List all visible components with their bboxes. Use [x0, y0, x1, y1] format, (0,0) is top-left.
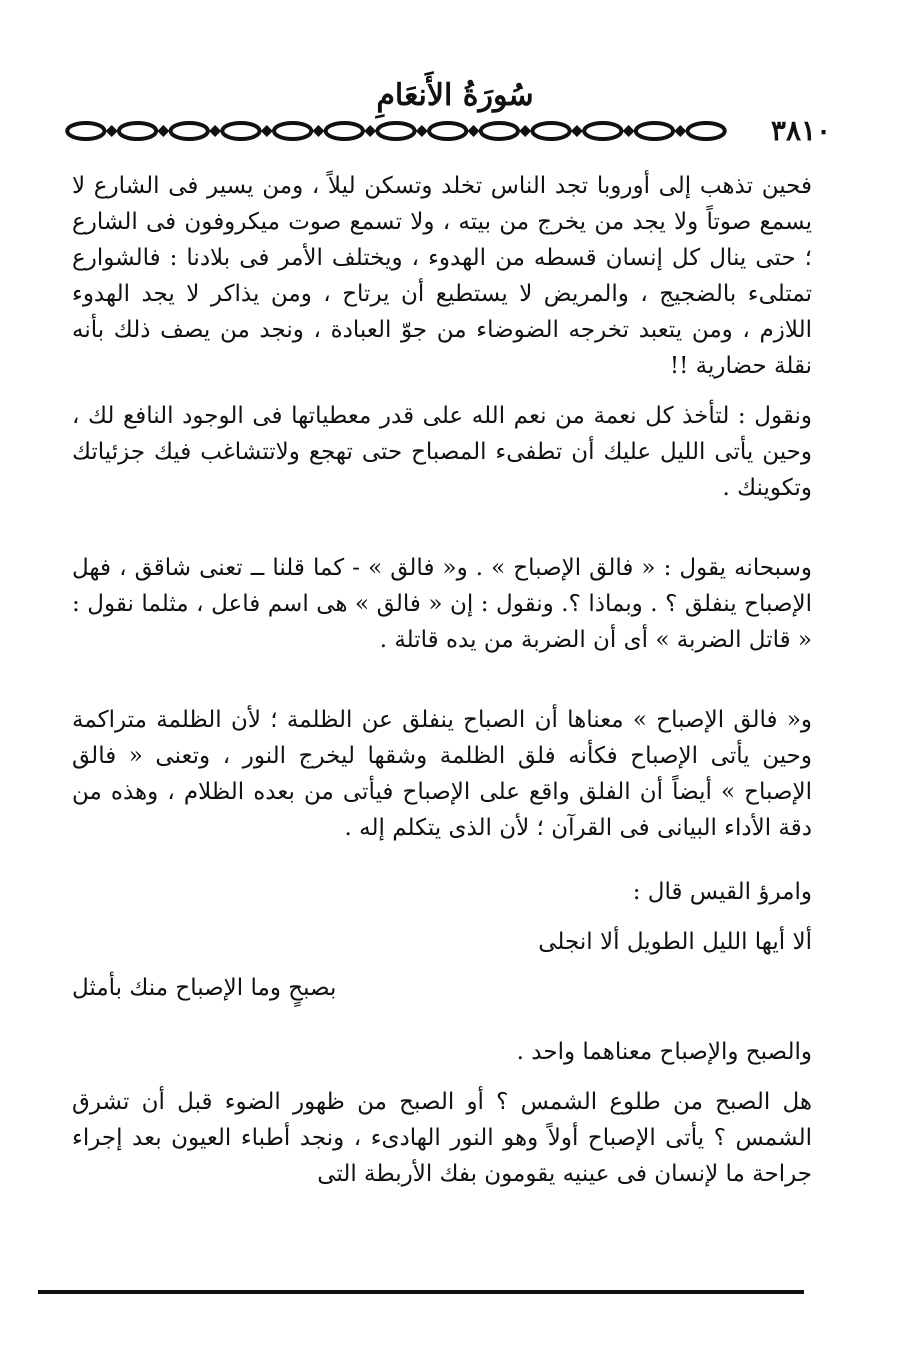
paragraph: هل الصبح من طلوع الشمس ؟ أو الصبح من ظهور الضوء قبل أن تشرق الشمس ؟ يأتى الإصباح أولاً وهو النور الهادىء ، ونجد أطباء العيون بعد إجراء جراحة ما لإنسان فى عينيه يقومون بفك الأربطة التى — [72, 1089, 812, 1187]
page-number — [736, 114, 866, 148]
verse-line: ألا أيها الليل الطويل ألا انجلى — [538, 929, 812, 955]
paragraph: ونقول : لتأخذ كل نعمة من نعم الله على قدر معطياتها فى الوجود النافع لك ، وحين يأتى الليل عليك أن تطفىء المصباح حتى تهجع ولاتتشاغب فيك جزئياتك وتكوينك . — [72, 403, 812, 501]
paragraph: وسبحانه يقول : « فالق الإصباح » . و« فالق » - كما قلنا ــ تعنى شاقق ، فهل الإصباح ينفلق ؟ . وبماذا ؟. ونقول : إن « فالق » هى اسم فاعل ، مثلما نقول : « قاتل الضربة » أى أن الضربة من يده قاتلة . — [72, 555, 812, 653]
verse-line: بصبحٍ وما الإصباح منك بأمثل — [72, 975, 337, 1001]
paragraph: والصبح والإصباح معناهما واحد . — [516, 1039, 812, 1065]
poetry-verse — [72, 924, 812, 1006]
page-number-text: ٣٨١٠ — [770, 114, 832, 147]
main-text — [72, 168, 812, 1192]
paragraph: و« فالق الإصباح » معناها أن الصباح ينفلق عن الظلمة ؛ لأن الظلمة متراكمة وحين يأتى الإصباح فكأنه فلق الظلمة وشقها ليخرج النور ، وتعنى « فالق الإصباح » أيضاً أن الفلق واقع على الإصباح فيأتى من بعده الظلام ، وهذه من دقة الأداء البيانى فى القرآن ؛ لأن الذى يتكلم إله . — [72, 707, 812, 841]
footer-rule — [38, 1290, 804, 1294]
paragraph: وامرؤ القيس قال : — [632, 879, 812, 905]
surah-title: سُورَةُ الأَنعَامِ — [376, 78, 534, 113]
paragraph: فحين تذهب إلى أوروبا تجد الناس تخلد وتسكن ليلاً ، ومن يسير فى الشارع لا يسمع صوتاً ولا يجد من يخرج من بيته ، ولا تسمع صوت ميكروفون فى الشارع ؛ حتى ينال كل إنسان قسطه من الهدوء ، ويختلف الأمر فى بلادنا : فالشوارع تمتلىء بالضجيج ، والمريض لا يستطيع أن يرتاح ، ومن يذاكر لا يجد الهدوء اللازم ، ومن يتعبد تخرجه الضوضاء من جوّ العبادة ، ونجد من يصف ذلك بأنه نقلة حضارية !! — [72, 173, 812, 379]
ornamental-chain-border — [60, 118, 732, 144]
